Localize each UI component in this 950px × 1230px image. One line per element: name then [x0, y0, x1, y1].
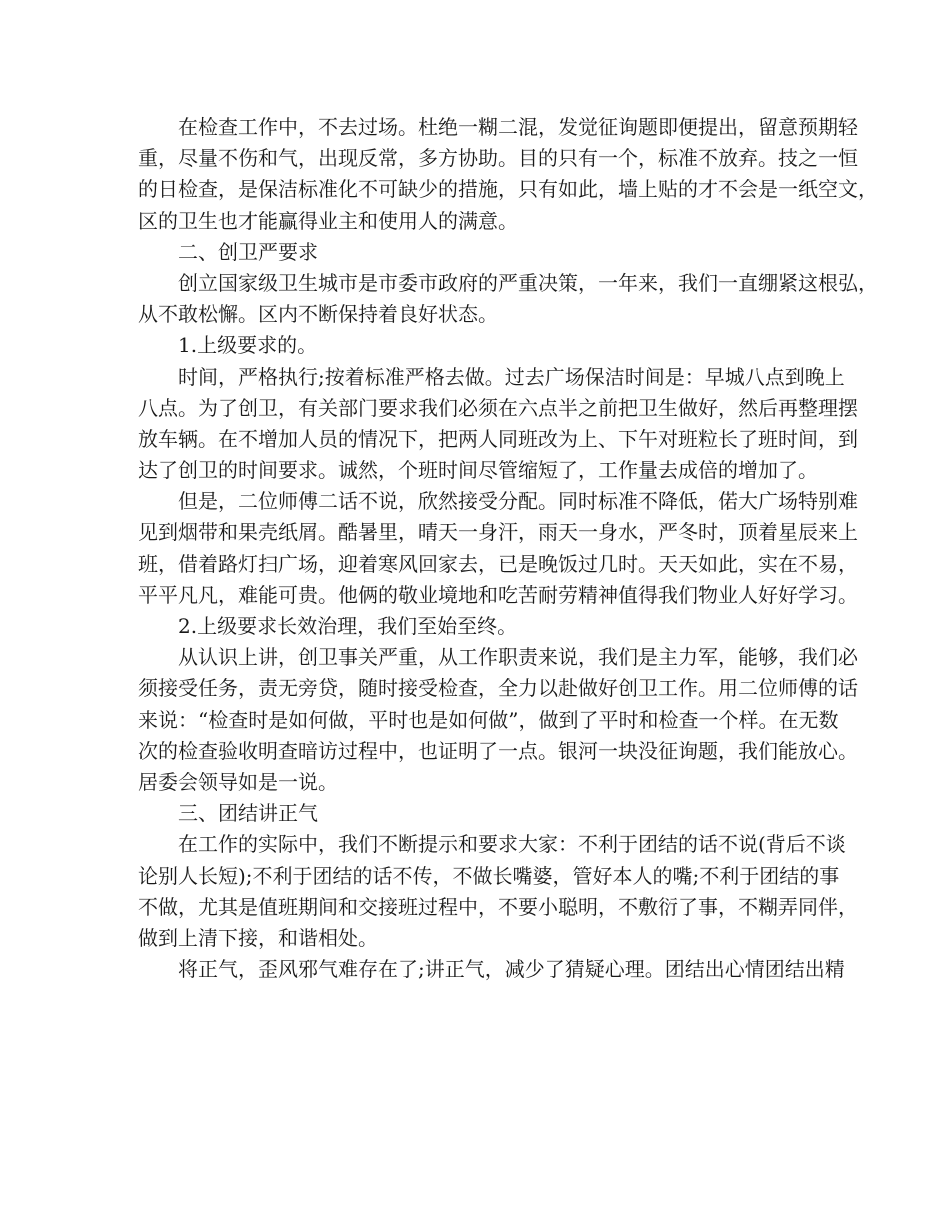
text-line: 见到烟带和果壳纸屑。酷暑里，晴天一身汗，雨天一身水，严冬时，顶着星辰来上 — [138, 520, 858, 545]
text-line: 达了创卫的时间要求。诚然，个班时间尽管缩短了，工作量去成倍的增加了。 — [138, 458, 818, 483]
text-line: 重，尽量不伤和气，出现反常，多方协助。目的只有一个，标准不放弃。技之一恒 — [138, 146, 858, 171]
text-line: 从不敢松懈。区内不断保持着良好状态。 — [138, 302, 498, 327]
text-line: 班，借着路灯扫广场，迎着寒风回家去，已是晚饭过几时。天天如此，实在不易， — [138, 551, 858, 576]
text-line: 从认识上讲，创卫事关严重，从工作职责来说，我们是主力军，能够，我们必 — [178, 645, 858, 670]
document-body — [138, 112, 878, 985]
text-line: 八点。为了创卫，有关部门要求我们必须在六点半之前把卫生做好，然后再整理摆 — [138, 395, 858, 420]
text-line: 但是，二位师傅二话不说，欣然接受分配。同时标准不降低，偌大广场特别难 — [178, 489, 858, 514]
text-line: 区的卫生也才能赢得业主和使用人的满意。 — [138, 208, 518, 233]
text-line: 次的检查验收明查暗访过程中，也证明了一点。银河一块没征询题，我们能放心。 — [138, 738, 858, 763]
text-line: 平平凡凡，难能可贵。他俩的敬业境地和吃苦耐劳精神值得我们物业人好好学习。 — [138, 582, 858, 607]
text-line: 须接受任务，责无旁贷，随时接受检查，全力以赴做好创卫工作。用二位师傅的话 — [138, 676, 858, 701]
text-line: 居委会领导如是一说。 — [138, 769, 338, 794]
text-line: 创立国家级卫生城市是市委市政府的严重决策，一年来，我们一直绷紧这根弘， — [178, 270, 878, 295]
text-line: 2.上级要求长效治理，我们至始至终。 — [178, 614, 518, 638]
text-line: 三、团结讲正气 — [178, 801, 318, 826]
text-line: 二、创卫严要求 — [178, 239, 318, 264]
text-line: 不做，尤其是值班期间和交接班过程中，不要小聪明，不敷衍了事，不糊弄同伴， — [138, 894, 858, 919]
text-line: 来说：“检查时是如何做，平时也是如何做”，做到了平时和检查一个样。在无数 — [138, 707, 839, 732]
text-line: 在工作的实际中，我们不断提示和要求大家：不利于团结的话不说(背后不谈 — [178, 832, 846, 857]
text-line: 论别人长短);不利于团结的话不传，不做长嘴婆，管好本人的嘴;不利于团结的事 — [138, 863, 840, 888]
text-line: 将正气，歪风邪气难存在了;讲正气，减少了猜疑心理。团结出心情团结出精 — [178, 957, 845, 982]
text-line: 1.上级要求的。 — [178, 333, 318, 358]
text-line: 时间，严格执行;按着标准严格去做。过去广场保洁时间是：早城八点到晚上 — [178, 364, 845, 389]
text-line: 的日检查，是保洁标准化不可缺少的措施，只有如此，墙上贴的才不会是一纸空文， — [138, 177, 878, 202]
text-line: 在检查工作中，不去过场。杜绝一糊二混，发觉征询题即便提出，留意预期轻 — [178, 115, 858, 139]
text-line: 放车辆。在不增加人员的情况下，把两人同班改为上、下午对班粒长了班时间，到 — [138, 426, 858, 451]
text-line: 做到上清下接，和谐相处。 — [138, 925, 378, 950]
